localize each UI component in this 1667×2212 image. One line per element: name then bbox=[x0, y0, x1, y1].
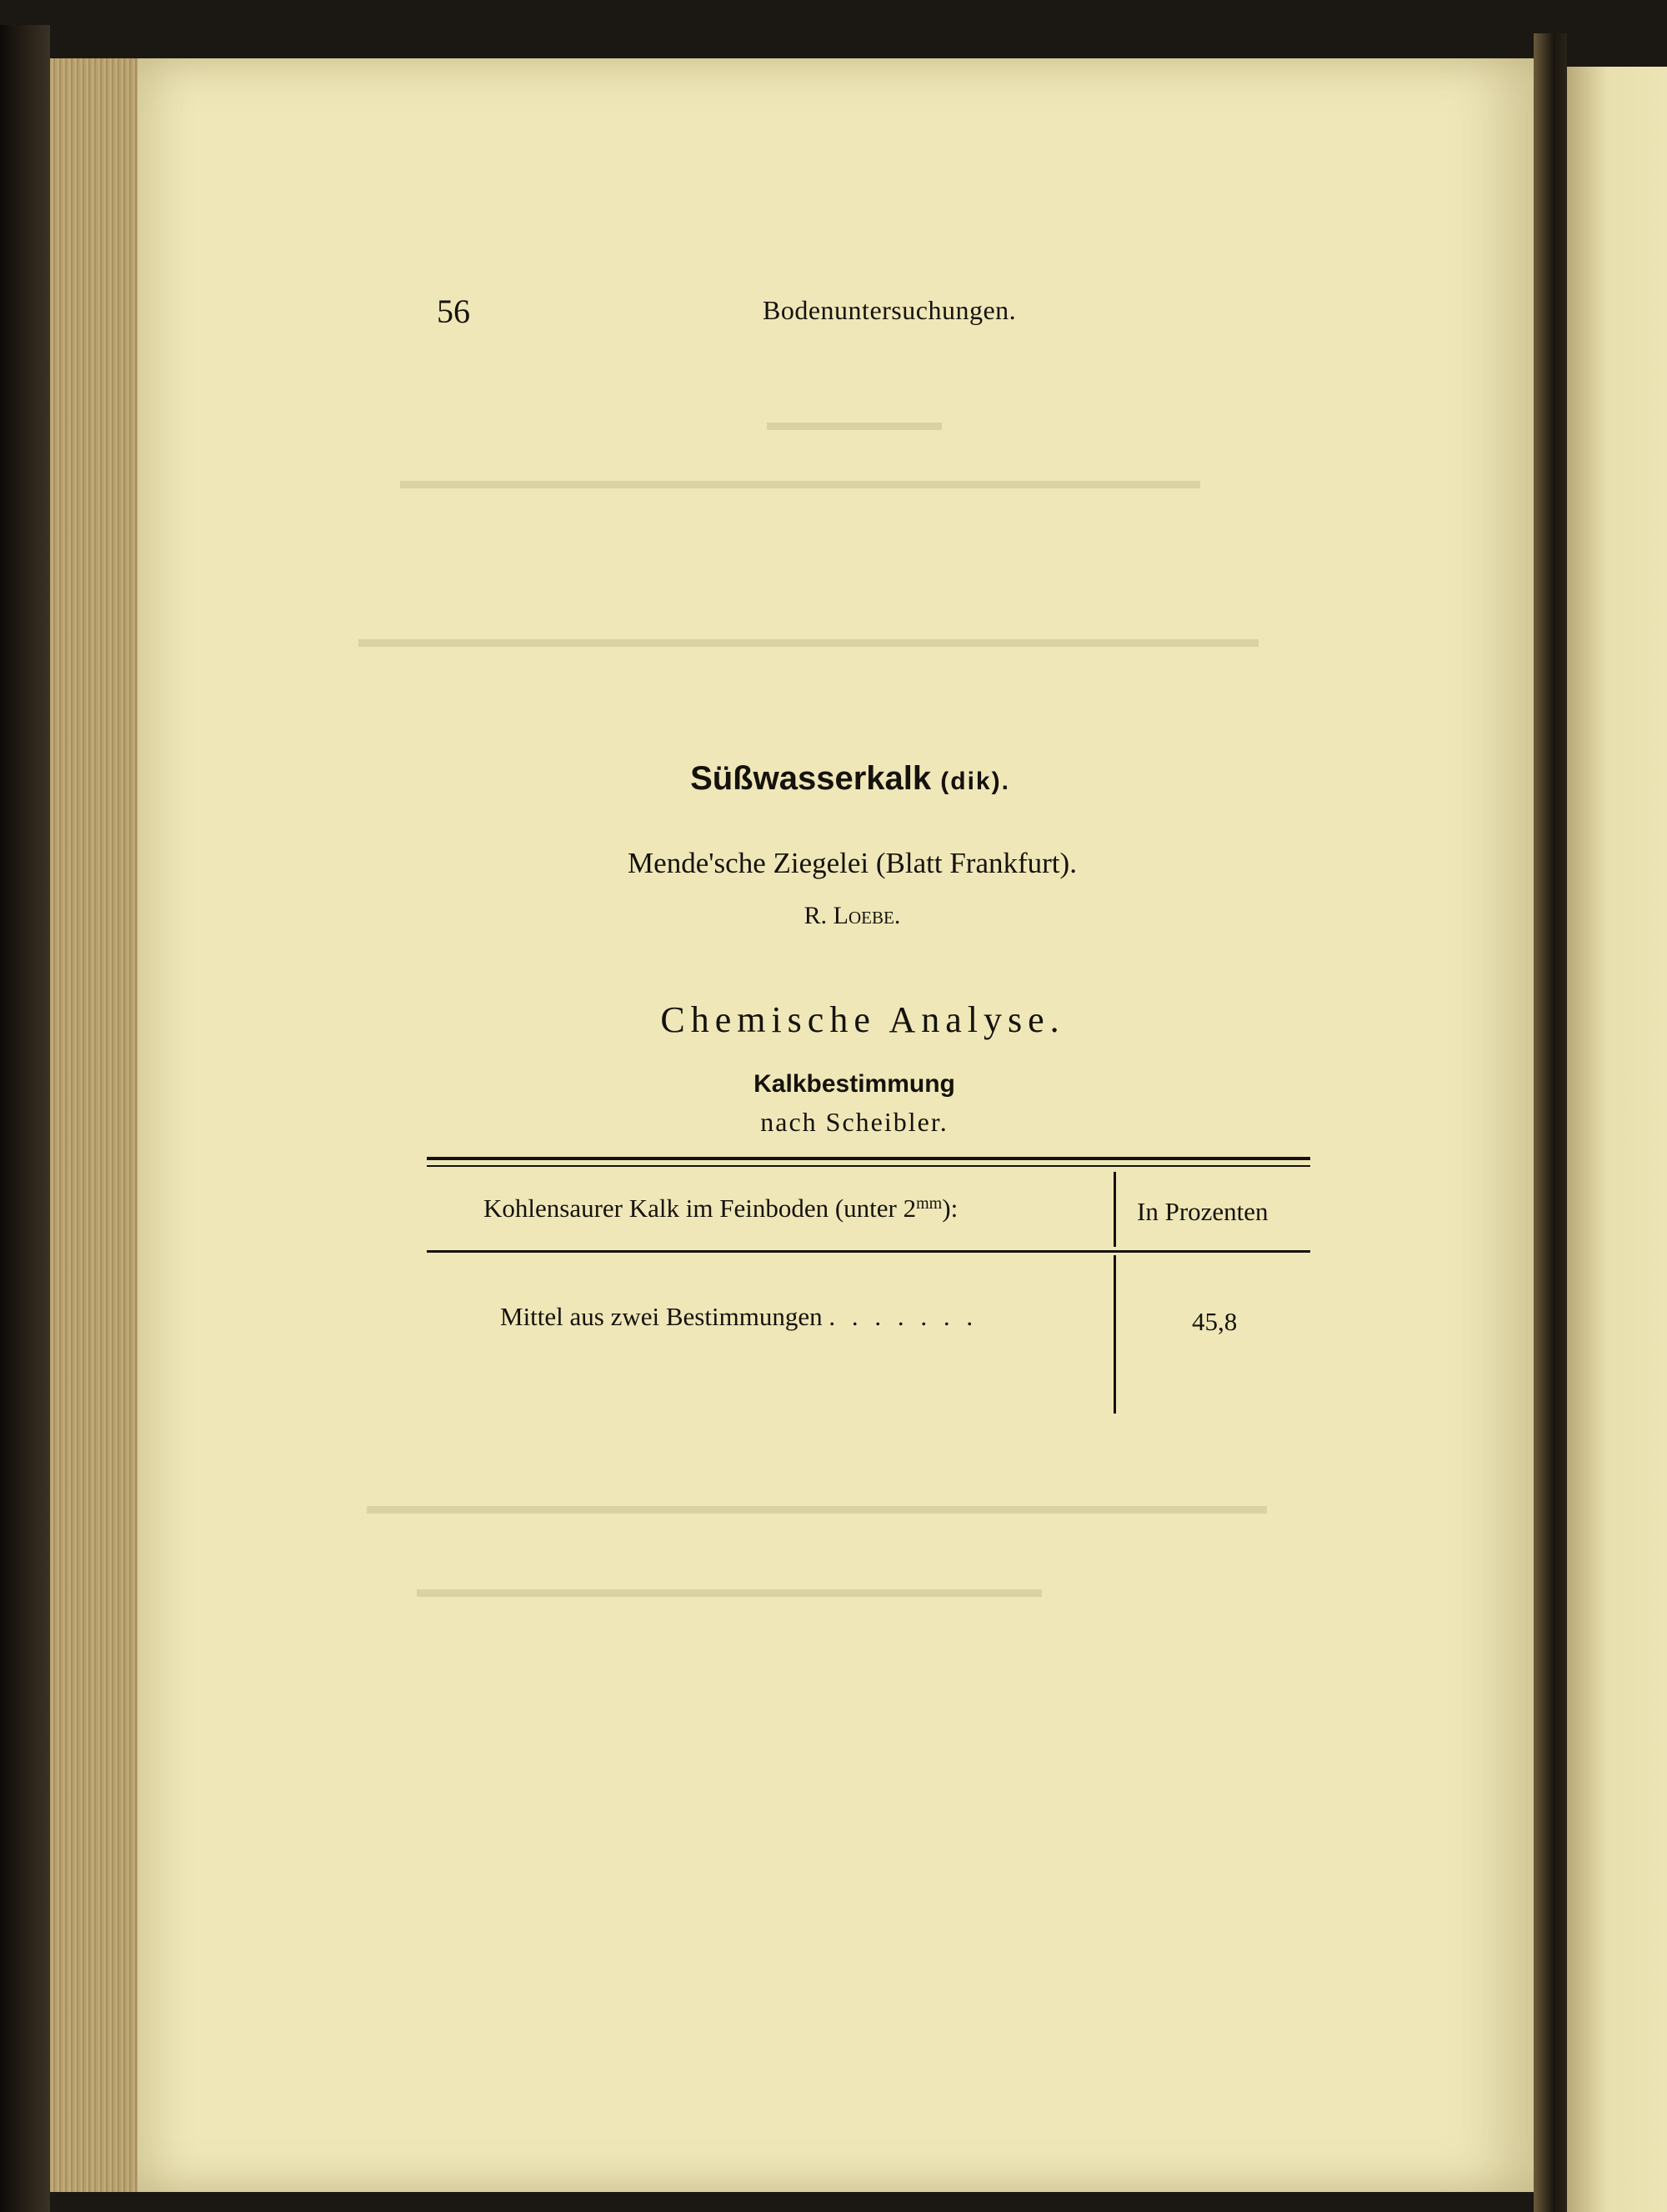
method-title: Kalkbestimmung bbox=[753, 1070, 955, 1098]
header-left-text: Kohlensaurer Kalk im Feinboden (unter 2 bbox=[483, 1194, 917, 1223]
show-through-ghost: ▬▬▬▬▬▬▬▬▬▬▬▬▬▬▬▬▬▬▬▬▬▬▬▬▬▬▬▬▬▬▬▬ bbox=[400, 467, 1200, 494]
table-column-divider bbox=[1114, 1255, 1116, 1414]
show-through-ghost: ▬▬▬▬▬▬▬▬▬▬▬▬▬▬▬▬▬▬▬▬▬▬▬▬▬▬▬▬▬▬▬▬▬▬▬▬ bbox=[367, 1492, 1267, 1519]
author-line: R. Loebe. bbox=[803, 902, 901, 929]
table-row-value: 45,8 bbox=[1192, 1307, 1238, 1336]
section-heading: Chemische Analyse. bbox=[660, 999, 1065, 1040]
document-title bbox=[0, 760, 1667, 798]
facing-page-edge bbox=[1567, 67, 1667, 2212]
page-number: 56 bbox=[437, 293, 470, 330]
title-main: Süßwasserkalk bbox=[690, 760, 932, 797]
header-unit: mm bbox=[916, 1194, 943, 1213]
table-header-rule bbox=[427, 1250, 1310, 1253]
header-left-end: ): bbox=[942, 1194, 959, 1223]
location-line: Mende'sche Ziegelei (Blatt Frankfurt). bbox=[628, 847, 1077, 879]
table-top-rule-thin bbox=[427, 1165, 1310, 1167]
title-abbreviation: (dik). bbox=[940, 768, 1010, 795]
row-leader-dots: . . . . . . . bbox=[828, 1302, 979, 1331]
table-column-divider bbox=[1114, 1172, 1116, 1247]
show-through-ghost: ▬▬▬▬▬▬▬▬▬▬▬▬▬▬▬▬▬▬▬▬▬▬▬▬▬ bbox=[417, 1575, 1042, 1603]
table-row-label bbox=[500, 1302, 978, 1332]
row-label-text: Mittel aus zwei Bestimmungen bbox=[500, 1302, 823, 1331]
table-top-rule bbox=[427, 1157, 1310, 1160]
running-title: Bodenuntersuchungen. bbox=[763, 295, 1017, 325]
table-header-right: In Prozenten bbox=[1137, 1197, 1269, 1226]
table-header-left bbox=[483, 1194, 958, 1224]
show-through-ghost: ▬▬▬▬▬▬▬▬▬▬▬▬▬▬▬▬▬▬▬▬▬▬▬▬▬▬▬▬▬▬▬▬▬▬▬▬ bbox=[358, 625, 1259, 653]
show-through-ghost: ▬▬▬▬▬▬▬ bbox=[767, 408, 942, 436]
method-subtitle: nach Scheibler. bbox=[760, 1107, 949, 1137]
